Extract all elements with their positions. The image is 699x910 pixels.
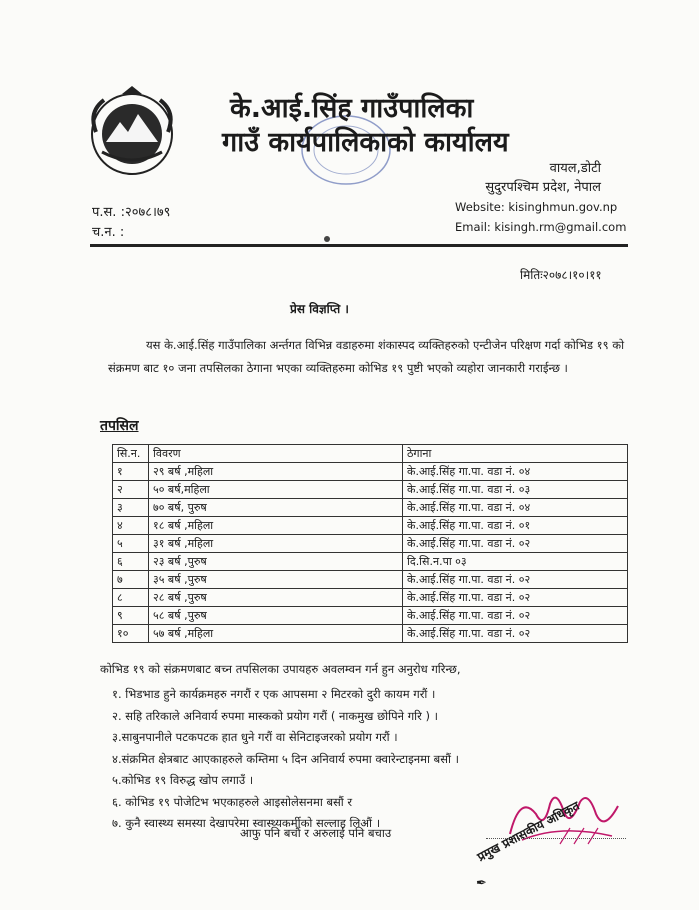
- cell-sn: ९: [113, 607, 149, 625]
- cell-address: के.आई.सिंह गा.पा. वडा नं. ०२: [403, 571, 628, 589]
- table-row: [113, 481, 628, 499]
- notice-heading: प्रेस विज्ञप्ति ।: [290, 302, 349, 316]
- cell-details: २९ बर्ष ,महिला: [149, 463, 403, 481]
- dispatch-number: च.न. :: [92, 225, 125, 240]
- table-row: [113, 463, 628, 481]
- col-header-details: विवरण: [149, 445, 403, 463]
- email-text: Email: kisingh.rm@gmail.com: [455, 220, 627, 234]
- table-row: [113, 589, 628, 607]
- slogan: आफु पनि बचौं र अरुलाई पनि बचाउ: [240, 826, 392, 840]
- cell-details: ३१ बर्ष ,महिला: [149, 535, 403, 553]
- cell-address: के.आई.सिंह गा.पा. वडा नं. ०२: [403, 625, 628, 643]
- cell-details: ७० बर्ष, पुरुष: [149, 499, 403, 517]
- table-row: [113, 625, 628, 643]
- notice-paragraph: यस के.आई.सिंह गाउँपालिका अर्न्तगत विभिन्न वडाहरुमा शंकास्पद व्यक्तिहरुको एन्टीजेन परिक्षण गर्दा कोभिड १९ को संक्रमण बाट १० जना तपसिलका ठेगाना भएका व्यक्तिहरुमा कोभिड १९ पुष्टी भएको व्यहोरा जानकारी गराईन्छ ।: [108, 338, 625, 375]
- cell-details: ५७ बर्ष ,महिला: [149, 625, 403, 643]
- list-item: १. भिडभाड हुने कार्यक्रमहरु नगरौं र एक आपसमा २ मिटरको दुरी कायम गरौं ।: [112, 687, 436, 701]
- table-row: [113, 499, 628, 517]
- office-name: गाउँ कार्यपालिकाको कार्यालय: [222, 127, 509, 158]
- cell-address: के.आई.सिंह गा.पा. वडा नं. ०२: [403, 535, 628, 553]
- reference-number: प.स. :२०७८।७९: [92, 205, 171, 220]
- cell-address: के.आई.सिंह गा.पा. वडा नं. ०३: [403, 481, 628, 499]
- cell-details: ५० बर्ष,महिला: [149, 481, 403, 499]
- cell-address: दि.सि.न.पा ०३: [403, 553, 628, 571]
- address-line-1: वायल,डोटी: [549, 161, 601, 176]
- col-header-sn: सि.न.: [113, 445, 149, 463]
- cell-sn: ५: [113, 535, 149, 553]
- officer-title: प्रमुख प्रशासकीय अधिकृत: [474, 798, 582, 865]
- ink-speck: [324, 236, 330, 242]
- cell-details: ३५ बर्ष ,पुरुष: [149, 571, 403, 589]
- cell-sn: ८: [113, 589, 149, 607]
- cell-address: के.आई.सिंह गा.पा. वडा नं. ०२: [403, 589, 628, 607]
- cell-sn: ६: [113, 553, 149, 571]
- cell-address: के.आई.सिंह गा.पा. वडा नं. ०४: [403, 463, 628, 481]
- table-row: [113, 535, 628, 553]
- col-header-address: ठेगाना: [403, 445, 628, 463]
- details-heading: तपसिल: [100, 418, 139, 434]
- cell-sn: ३: [113, 499, 149, 517]
- municipality-emblem: [82, 82, 182, 182]
- cell-sn: ७: [113, 571, 149, 589]
- cell-sn: १०: [113, 625, 149, 643]
- list-item: ५.कोभिड १९ विरुद्ध खोप लगाउँ ।: [112, 773, 254, 787]
- cell-sn: २: [113, 481, 149, 499]
- notice-date: मितिः२०७८।१०।११: [520, 268, 602, 282]
- table-row: [113, 607, 628, 625]
- cell-address: के.आई.सिंह गा.पा. वडा नं. ०२: [403, 607, 628, 625]
- cases-table: [112, 444, 628, 643]
- list-item: ३.साबुनपानीले पटकपटक हात धुने गरौं वा सेनिटाइजरको प्रयोग गरौं ।: [112, 730, 398, 744]
- website-text: Website: kisinghmun.gov.np: [455, 200, 618, 214]
- advisory-list: [112, 684, 459, 835]
- cell-details: २३ बर्ष ,पुरुष: [149, 553, 403, 571]
- list-item: ४.संक्रमित क्षेत्रबाट आएकाहरुले कम्तिमा ५ दिन अनिवार्य रुपमा क्वारेन्टाइनमा बसौं ।: [112, 751, 459, 766]
- table-header-row: [113, 445, 628, 463]
- cell-details: ५८ बर्ष ,पुरुष: [149, 607, 403, 625]
- table-row: [113, 553, 628, 571]
- table-row: [113, 571, 628, 589]
- address-line-2: सुदुरपश्चिम प्रदेश, नेपाल: [485, 180, 601, 195]
- officer-mark-icon: ✒: [476, 876, 487, 891]
- municipality-name: के.आई.सिंह गाउँपालिका: [230, 93, 474, 124]
- list-item: २. सहि तरिकाले अनिवार्य रुपमा मास्कको प्रयोग गरौं ( नाकमुख छोपिने गरि ) ।: [112, 708, 439, 723]
- cell-address: के.आई.सिंह गा.पा. वडा नं. ०४: [403, 499, 628, 517]
- table-row: [113, 517, 628, 535]
- list-item: ६. कोभिड १९ पोजेटिभ भएकाहरुले आइसोलेसनमा बसौं र: [112, 794, 353, 809]
- cell-details: १८ बर्ष ,महिला: [149, 517, 403, 535]
- cell-details: २८ बर्ष ,पुरुष: [149, 589, 403, 607]
- cell-address: के.आई.सिंह गा.पा. वडा नं. ०१: [403, 517, 628, 535]
- advisory-lead: कोभिड १९ को संक्रमणबाट बच्न तपसिलका उपायहरु अवलम्वन गर्न हुन अनुरोध गरिन्छ,: [100, 662, 461, 676]
- header-divider: [90, 244, 628, 247]
- cell-sn: १: [113, 463, 149, 481]
- cell-sn: ४: [113, 517, 149, 535]
- list-item: ७. कुनै स्वास्थ्य समस्या देखापरेमा स्वास्थ्यकर्मीको सल्लाह लिऔं ।: [112, 816, 381, 830]
